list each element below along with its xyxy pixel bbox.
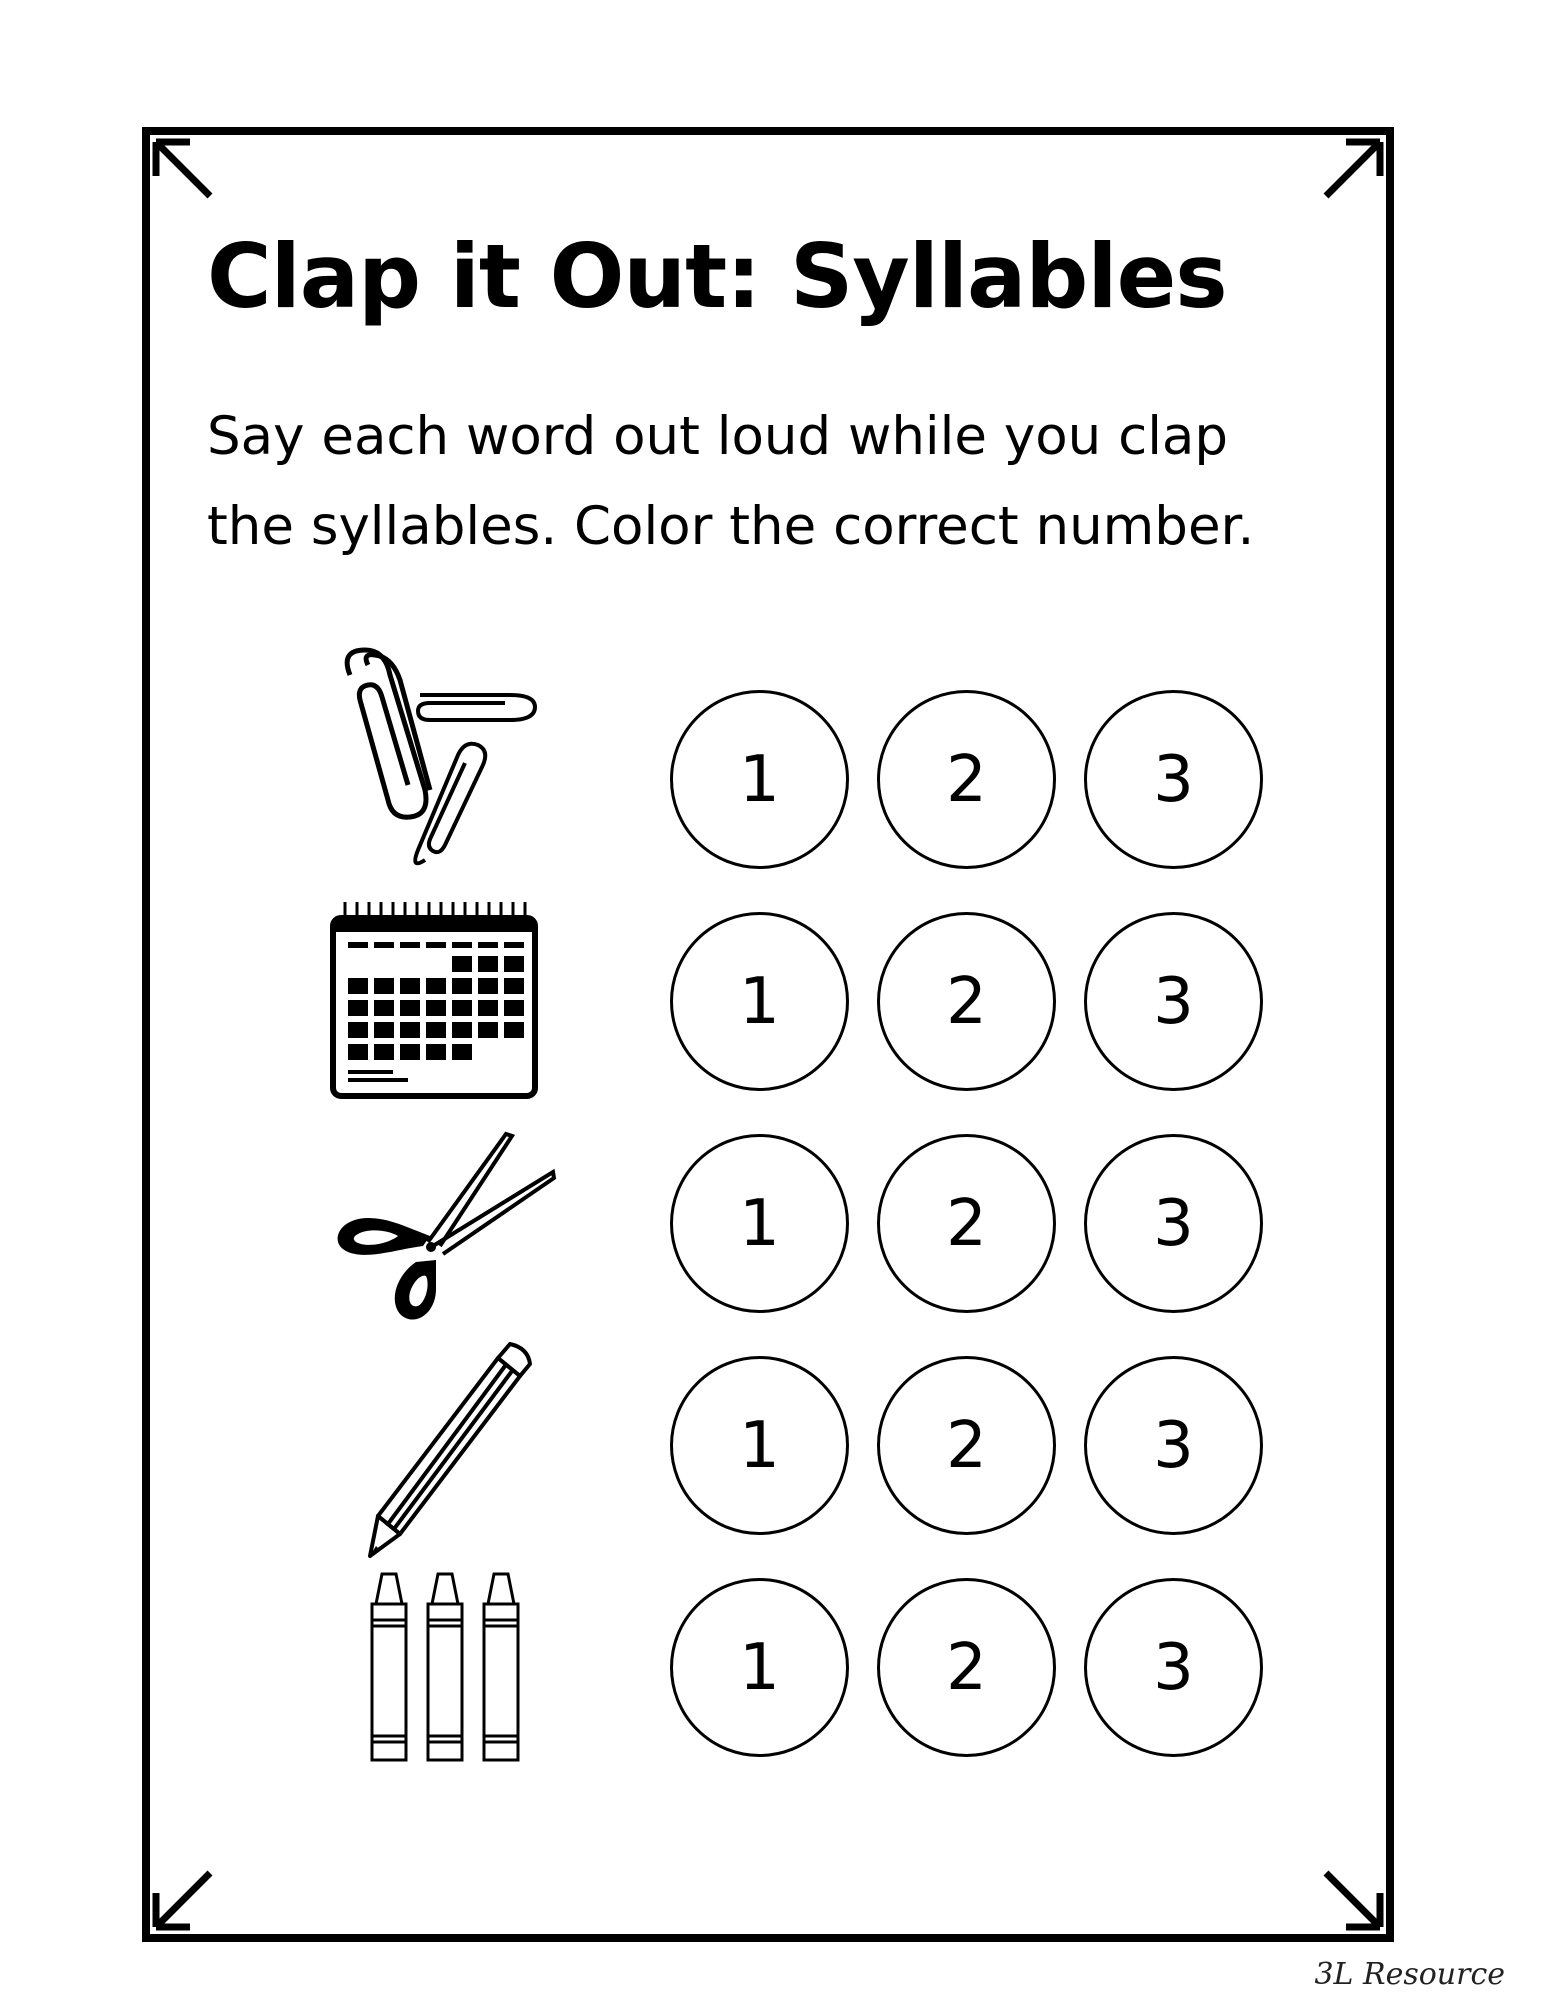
calendar-icon [330, 900, 540, 1100]
page-title: Clap it Out: Syllables [207, 225, 1227, 328]
crayons-icon [368, 1564, 538, 1764]
option-1-circle[interactable]: 1 [670, 912, 849, 1091]
syllable-row [0, 1134, 1545, 1319]
corner-arrow-icon [1306, 1853, 1386, 1933]
option-2-circle[interactable]: 2 [877, 1356, 1056, 1535]
option-3-circle[interactable]: 3 [1084, 690, 1263, 869]
option-2-circle[interactable]: 2 [877, 912, 1056, 1091]
syllable-row [0, 912, 1545, 1097]
corner-arrow-icon [150, 1853, 230, 1933]
option-3-circle[interactable]: 3 [1084, 1356, 1263, 1535]
option-2-circle[interactable]: 2 [877, 690, 1056, 869]
syllable-row [0, 1578, 1545, 1763]
option-1-circle[interactable]: 1 [670, 1134, 849, 1313]
instructions-line: Say each word out loud while you clap [207, 406, 1229, 467]
syllable-row [0, 1356, 1545, 1541]
option-1-circle[interactable]: 1 [670, 1356, 849, 1535]
option-3-circle[interactable]: 3 [1084, 1134, 1263, 1313]
option-1-circle[interactable]: 1 [670, 690, 849, 869]
syllable-row [0, 690, 1545, 875]
option-3-circle[interactable]: 3 [1084, 1578, 1263, 1757]
corner-arrow-icon [150, 136, 230, 216]
instructions-line: the syllables. Color the correct number. [207, 496, 1255, 557]
option-2-circle[interactable]: 2 [877, 1134, 1056, 1313]
corner-arrow-icon [1306, 136, 1386, 216]
paperclips-icon [330, 645, 540, 875]
option-2-circle[interactable]: 2 [877, 1578, 1056, 1757]
option-1-circle[interactable]: 1 [670, 1578, 849, 1757]
option-3-circle[interactable]: 3 [1084, 912, 1263, 1091]
brand-logo: 3L Resource [1314, 1957, 1505, 1992]
instructions [207, 392, 1334, 572]
scissors-icon [328, 1124, 568, 1354]
pencil-icon [360, 1334, 540, 1564]
